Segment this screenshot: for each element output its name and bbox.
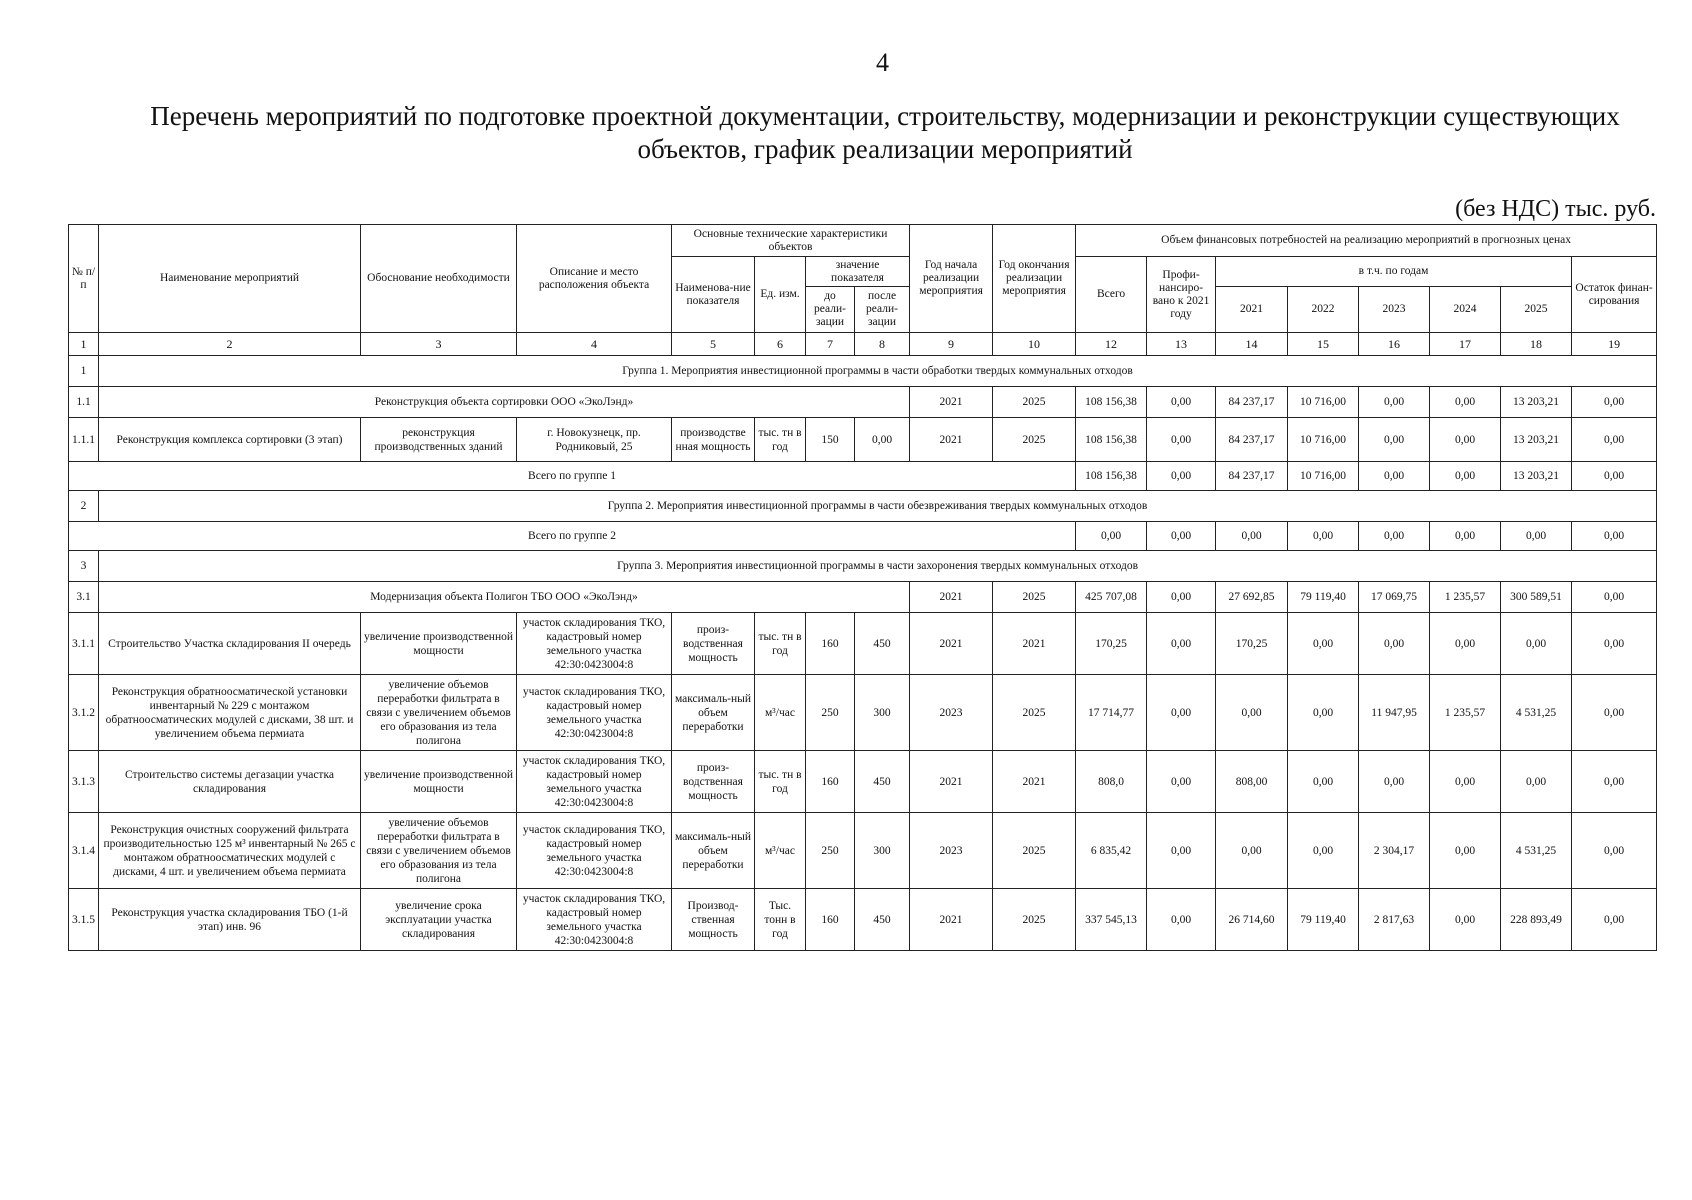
header-indicator-name: Наименова-ние показателя bbox=[672, 257, 755, 333]
year-end: 2025 bbox=[993, 582, 1076, 613]
year-end: 2025 bbox=[993, 675, 1076, 751]
value-2023: 0,00 bbox=[1359, 462, 1430, 491]
total: 0,00 bbox=[1076, 522, 1147, 551]
year-start: 2021 bbox=[910, 418, 993, 462]
title-line-2: объектов, график реализации мероприятий bbox=[637, 134, 1133, 164]
value-2022: 0,00 bbox=[1288, 675, 1359, 751]
unit: тыс. тн в год bbox=[755, 751, 806, 813]
group-total-row bbox=[69, 462, 1657, 491]
header-2022: 2022 bbox=[1288, 287, 1359, 333]
value-2021: 84 237,17 bbox=[1216, 418, 1288, 462]
year-start: 2021 bbox=[910, 582, 993, 613]
value-2022: 79 119,40 bbox=[1288, 889, 1359, 951]
year-end: 2025 bbox=[993, 813, 1076, 889]
value-2023: 2 304,17 bbox=[1359, 813, 1430, 889]
financed: 0,00 bbox=[1147, 462, 1216, 491]
group-row bbox=[69, 551, 1657, 582]
year-start: 2023 bbox=[910, 675, 993, 751]
value-2022: 10 716,00 bbox=[1288, 418, 1359, 462]
group-total-label: Всего по группе 1 bbox=[69, 462, 1076, 491]
value-2022: 0,00 bbox=[1288, 751, 1359, 813]
subitem-row bbox=[69, 813, 1657, 889]
col-number: 14 bbox=[1216, 333, 1288, 356]
value-2024: 0,00 bbox=[1430, 751, 1501, 813]
page-number: 4 bbox=[876, 48, 889, 77]
value-2025: 13 203,21 bbox=[1501, 418, 1572, 462]
col-number: 15 bbox=[1288, 333, 1359, 356]
value-2024: 0,00 bbox=[1430, 889, 1501, 951]
value-after: 450 bbox=[855, 613, 910, 675]
financed: 0,00 bbox=[1147, 387, 1216, 418]
value-2022: 0,00 bbox=[1288, 522, 1359, 551]
item-name: Строительство Участка складирования II очередь bbox=[99, 613, 361, 675]
group-row bbox=[69, 491, 1657, 522]
financed: 0,00 bbox=[1147, 889, 1216, 951]
financed: 0,00 bbox=[1147, 582, 1216, 613]
year-end: 2025 bbox=[993, 889, 1076, 951]
remainder: 0,00 bbox=[1572, 522, 1657, 551]
value-2023: 0,00 bbox=[1359, 522, 1430, 551]
value-2021: 26 714,60 bbox=[1216, 889, 1288, 951]
subitem-row bbox=[69, 675, 1657, 751]
item-name: Реконструкция участка складирования ТБО (1-й этап) инв. 96 bbox=[99, 889, 361, 951]
col-number: 1 bbox=[69, 333, 99, 356]
item-name: Реконструкция обратноосматической установки инвентарный № 229 с монтажом обратноосматических модулей с дисками, 38 шт. и увеличением объема пермиата bbox=[99, 675, 361, 751]
group-number: 2 bbox=[69, 491, 99, 522]
value-2024: 0,00 bbox=[1430, 387, 1501, 418]
value-before: 250 bbox=[806, 675, 855, 751]
year-start: 2021 bbox=[910, 889, 993, 951]
value-2025: 0,00 bbox=[1501, 751, 1572, 813]
remainder: 0,00 bbox=[1572, 582, 1657, 613]
indicator-name: произ-водственная мощность bbox=[672, 751, 755, 813]
value-2025: 13 203,21 bbox=[1501, 387, 1572, 418]
value-after: 300 bbox=[855, 675, 910, 751]
remainder: 0,00 bbox=[1572, 387, 1657, 418]
year-start: 2023 bbox=[910, 813, 993, 889]
value-2024: 0,00 bbox=[1430, 813, 1501, 889]
value-2022: 10 716,00 bbox=[1288, 462, 1359, 491]
year-start: 2021 bbox=[910, 751, 993, 813]
justification: увеличение объемов переработки фильтрата в связи с увеличением объемов его образования из тела полигона bbox=[361, 813, 517, 889]
col-number: 5 bbox=[672, 333, 755, 356]
value-2023: 0,00 bbox=[1359, 613, 1430, 675]
year-start: 2021 bbox=[910, 387, 993, 418]
justification: реконструкция производственных зданий bbox=[361, 418, 517, 462]
justification: увеличение срока эксплуатации участка складирования bbox=[361, 889, 517, 951]
remainder: 0,00 bbox=[1572, 889, 1657, 951]
value-2021: 84 237,17 bbox=[1216, 462, 1288, 491]
item-row bbox=[69, 387, 1657, 418]
col-number: 13 bbox=[1147, 333, 1216, 356]
col-number: 19 bbox=[1572, 333, 1657, 356]
total: 337 545,13 bbox=[1076, 889, 1147, 951]
subitem-row bbox=[69, 418, 1657, 462]
value-2021: 27 692,85 bbox=[1216, 582, 1288, 613]
financed: 0,00 bbox=[1147, 675, 1216, 751]
col-number: 7 bbox=[806, 333, 855, 356]
value-2022: 79 119,40 bbox=[1288, 582, 1359, 613]
unit: м³/час bbox=[755, 813, 806, 889]
remainder: 0,00 bbox=[1572, 813, 1657, 889]
justification: увеличение объемов переработки фильтрата в связи с увеличением объемов его образования из тела полигона bbox=[361, 675, 517, 751]
group-title: Группа 2. Мероприятия инвестиционной программы в части обезвреживания твердых коммунальных отходов bbox=[99, 491, 1657, 522]
value-before: 160 bbox=[806, 889, 855, 951]
value-after: 450 bbox=[855, 751, 910, 813]
justification: увеличение производственной мощности bbox=[361, 613, 517, 675]
group-number: 1 bbox=[69, 356, 99, 387]
header-remainder: Остаток финан-сирования bbox=[1572, 257, 1657, 333]
header-financed: Профи-нансиро-вано к 2021 году bbox=[1147, 257, 1216, 333]
description: участок складирования ТКО, кадастровый номер земельного участка 42:30:0423004:8 bbox=[517, 889, 672, 951]
value-2025: 228 893,49 bbox=[1501, 889, 1572, 951]
unit: тыс. тн в год bbox=[755, 418, 806, 462]
group-total-row bbox=[69, 522, 1657, 551]
financed: 0,00 bbox=[1147, 613, 1216, 675]
item-number: 3.1.5 bbox=[69, 889, 99, 951]
value-2022: 10 716,00 bbox=[1288, 387, 1359, 418]
col-number: 3 bbox=[361, 333, 517, 356]
item-number: 3.1 bbox=[69, 582, 99, 613]
value-2025: 0,00 bbox=[1501, 613, 1572, 675]
header-after: после реали-зации bbox=[855, 287, 910, 333]
year-end: 2021 bbox=[993, 613, 1076, 675]
value-before: 250 bbox=[806, 813, 855, 889]
value-2024: 1 235,57 bbox=[1430, 675, 1501, 751]
financed: 0,00 bbox=[1147, 751, 1216, 813]
col-number: 8 bbox=[855, 333, 910, 356]
group-title: Группа 1. Мероприятия инвестиционной программы в части обработки твердых коммунальных отходов bbox=[99, 356, 1657, 387]
unit: м³/час bbox=[755, 675, 806, 751]
col-number: 16 bbox=[1359, 333, 1430, 356]
value-after: 0,00 bbox=[855, 418, 910, 462]
group-title: Группа 3. Мероприятия инвестиционной программы в части захоронения твердых коммунальных отходов bbox=[99, 551, 1657, 582]
total: 808,0 bbox=[1076, 751, 1147, 813]
value-after: 450 bbox=[855, 889, 910, 951]
value-2023: 0,00 bbox=[1359, 418, 1430, 462]
total: 6 835,42 bbox=[1076, 813, 1147, 889]
value-2025: 4 531,25 bbox=[1501, 813, 1572, 889]
document-title bbox=[100, 100, 1670, 166]
subitem-row bbox=[69, 889, 1657, 951]
year-start: 2021 bbox=[910, 613, 993, 675]
header-unit: Ед. изм. bbox=[755, 257, 806, 333]
header-total: Всего bbox=[1076, 257, 1147, 333]
value-before: 150 bbox=[806, 418, 855, 462]
item-name: Реконструкция объекта сортировки ООО «ЭкоЛэнд» bbox=[99, 387, 910, 418]
header-indicator-value: значение показателя bbox=[806, 257, 910, 287]
value-2024: 0,00 bbox=[1430, 418, 1501, 462]
group-total-label: Всего по группе 2 bbox=[69, 522, 1076, 551]
item-number: 1.1 bbox=[69, 387, 99, 418]
value-2025: 300 589,51 bbox=[1501, 582, 1572, 613]
header-year-start: Год начала реализации мероприятия bbox=[910, 225, 993, 333]
item-row bbox=[69, 582, 1657, 613]
item-number: 3.1.2 bbox=[69, 675, 99, 751]
description: участок складирования ТКО, кадастровый номер земельного участка 42:30:0423004:8 bbox=[517, 751, 672, 813]
remainder: 0,00 bbox=[1572, 675, 1657, 751]
header-2024: 2024 bbox=[1430, 287, 1501, 333]
year-end: 2025 bbox=[993, 418, 1076, 462]
value-2025: 0,00 bbox=[1501, 522, 1572, 551]
col-number: 9 bbox=[910, 333, 993, 356]
header-tech: Основные технические характеристики объектов bbox=[672, 225, 910, 257]
value-before: 160 bbox=[806, 751, 855, 813]
group-number: 3 bbox=[69, 551, 99, 582]
value-2024: 0,00 bbox=[1430, 613, 1501, 675]
col-number: 17 bbox=[1430, 333, 1501, 356]
header-before: до реали-зации bbox=[806, 287, 855, 333]
value-2024: 0,00 bbox=[1430, 462, 1501, 491]
header-2021: 2021 bbox=[1216, 287, 1288, 333]
financed: 0,00 bbox=[1147, 813, 1216, 889]
justification: увеличение производственной мощности bbox=[361, 751, 517, 813]
header-year-end: Год окончания реализации мероприятия bbox=[993, 225, 1076, 333]
item-name: Реконструкция комплекса сортировки (3 этап) bbox=[99, 418, 361, 462]
item-name: Реконструкция очистных сооружений фильтрата производительностью 125 м³ инвентарный № 265 с монтажом обратноосматических модулей с дисками, 4 шт. и увеличением объема пермиата bbox=[99, 813, 361, 889]
value-2023: 11 947,95 bbox=[1359, 675, 1430, 751]
total: 170,25 bbox=[1076, 613, 1147, 675]
currency-note: (без НДС) тыс. руб. bbox=[1455, 196, 1656, 222]
indicator-name: максималь-ный объем переработки bbox=[672, 675, 755, 751]
header-finance: Объем финансовых потребностей на реализацию мероприятий в прогнозных ценах bbox=[1076, 225, 1657, 257]
item-number: 3.1.3 bbox=[69, 751, 99, 813]
header-num: № п/п bbox=[69, 225, 99, 333]
value-after: 300 bbox=[855, 813, 910, 889]
value-2021: 170,25 bbox=[1216, 613, 1288, 675]
indicator-name: произ-водственная мощность bbox=[672, 613, 755, 675]
financed: 0,00 bbox=[1147, 418, 1216, 462]
year-end: 2021 bbox=[993, 751, 1076, 813]
total: 108 156,38 bbox=[1076, 387, 1147, 418]
col-number: 18 bbox=[1501, 333, 1572, 356]
description: г. Новокузнецк, пр. Родниковый, 25 bbox=[517, 418, 672, 462]
item-name: Строительство системы дегазации участка складирования bbox=[99, 751, 361, 813]
value-2023: 2 817,63 bbox=[1359, 889, 1430, 951]
remainder: 0,00 bbox=[1572, 751, 1657, 813]
value-2022: 0,00 bbox=[1288, 813, 1359, 889]
financed: 0,00 bbox=[1147, 522, 1216, 551]
description: участок складирования ТКО, кадастровый номер земельного участка 42:30:0423004:8 bbox=[517, 813, 672, 889]
total: 17 714,77 bbox=[1076, 675, 1147, 751]
total: 425 707,08 bbox=[1076, 582, 1147, 613]
indicator-name: производстве нная мощность bbox=[672, 418, 755, 462]
value-2025: 13 203,21 bbox=[1501, 462, 1572, 491]
header-description: Описание и место расположения объекта bbox=[517, 225, 672, 333]
total: 108 156,38 bbox=[1076, 462, 1147, 491]
item-number: 1.1.1 bbox=[69, 418, 99, 462]
value-before: 160 bbox=[806, 613, 855, 675]
indicator-name: максималь-ный объем переработки bbox=[672, 813, 755, 889]
col-number: 12 bbox=[1076, 333, 1147, 356]
col-number: 4 bbox=[517, 333, 672, 356]
year-end: 2025 bbox=[993, 387, 1076, 418]
remainder: 0,00 bbox=[1572, 462, 1657, 491]
value-2021: 0,00 bbox=[1216, 813, 1288, 889]
item-number: 3.1.4 bbox=[69, 813, 99, 889]
item-number: 3.1.1 bbox=[69, 613, 99, 675]
total: 108 156,38 bbox=[1076, 418, 1147, 462]
item-name: Модернизация объекта Полигон ТБО ООО «ЭкоЛэнд» bbox=[99, 582, 910, 613]
value-2023: 17 069,75 bbox=[1359, 582, 1430, 613]
description: участок складирования ТКО, кадастровый номер земельного участка 42:30:0423004:8 bbox=[517, 675, 672, 751]
header-name: Наименование мероприятий bbox=[99, 225, 361, 333]
value-2024: 1 235,57 bbox=[1430, 582, 1501, 613]
col-number: 2 bbox=[99, 333, 361, 356]
value-2021: 808,00 bbox=[1216, 751, 1288, 813]
column-number-row bbox=[69, 333, 1657, 356]
subitem-row bbox=[69, 751, 1657, 813]
subitem-row bbox=[69, 613, 1657, 675]
unit: Тыс. тонн в год bbox=[755, 889, 806, 951]
description: участок складирования ТКО, кадастровый номер земельного участка 42:30:0423004:8 bbox=[517, 613, 672, 675]
title-line-1: Перечень мероприятий по подготовке проектной документации, строительству, модернизации и реконструкции существующих bbox=[150, 101, 1620, 131]
value-2023: 0,00 bbox=[1359, 751, 1430, 813]
value-2021: 0,00 bbox=[1216, 522, 1288, 551]
header-by-years: в т.ч. по годам bbox=[1216, 257, 1572, 287]
header-2025: 2025 bbox=[1501, 287, 1572, 333]
value-2021: 0,00 bbox=[1216, 675, 1288, 751]
value-2022: 0,00 bbox=[1288, 613, 1359, 675]
indicator-name: Производ-ственная мощность bbox=[672, 889, 755, 951]
remainder: 0,00 bbox=[1572, 418, 1657, 462]
investment-table bbox=[68, 224, 1657, 951]
value-2025: 4 531,25 bbox=[1501, 675, 1572, 751]
value-2021: 84 237,17 bbox=[1216, 387, 1288, 418]
unit: тыс. тн в год bbox=[755, 613, 806, 675]
col-number: 6 bbox=[755, 333, 806, 356]
header-2023: 2023 bbox=[1359, 287, 1430, 333]
remainder: 0,00 bbox=[1572, 613, 1657, 675]
header-justification: Обоснование необходимости bbox=[361, 225, 517, 333]
value-2023: 0,00 bbox=[1359, 387, 1430, 418]
value-2024: 0,00 bbox=[1430, 522, 1501, 551]
group-row bbox=[69, 356, 1657, 387]
col-number: 10 bbox=[993, 333, 1076, 356]
